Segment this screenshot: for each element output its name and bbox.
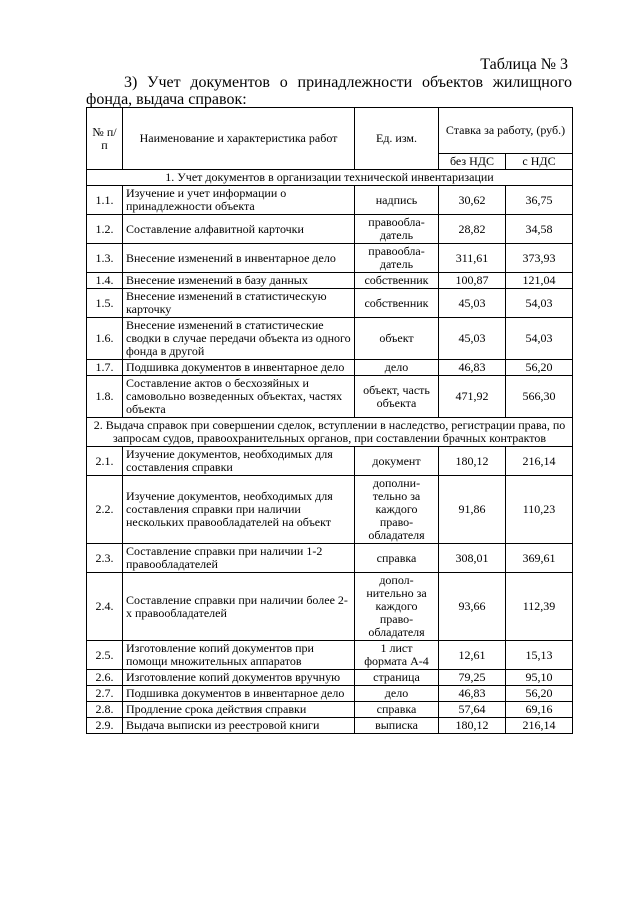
row-unit: правообла-датель xyxy=(355,215,439,244)
row-rate-without-vat: 180,12 xyxy=(439,718,506,734)
row-unit: документ xyxy=(355,447,439,476)
row-rate-with-vat: 110,23 xyxy=(506,476,573,544)
row-rate-with-vat: 34,58 xyxy=(506,215,573,244)
row-rate-with-vat: 95,10 xyxy=(506,670,573,686)
header-no: № п/п xyxy=(87,108,123,170)
table-number: Таблица № 3 xyxy=(480,56,568,73)
row-rate-with-vat: 54,03 xyxy=(506,318,573,360)
row-number: 2.6. xyxy=(87,670,123,686)
row-name: Внесение изменений в статистические сводки в случае передачи объекта из одного фонда в другой xyxy=(123,318,355,360)
row-number: 1.5. xyxy=(87,289,123,318)
row-name: Составление актов о бесхозяйных и самовольно возведенных объектах, частях объекта xyxy=(123,376,355,418)
row-rate-with-vat: 54,03 xyxy=(506,289,573,318)
row-rate-without-vat: 471,92 xyxy=(439,376,506,418)
table-row xyxy=(87,376,573,418)
row-unit: выписка xyxy=(355,718,439,734)
row-rate-with-vat: 15,13 xyxy=(506,641,573,670)
row-rate-with-vat: 36,75 xyxy=(506,186,573,215)
table-heading: 3) Учет документов о принадлежности объектов жилищного фонда, выдача справок: xyxy=(86,74,572,108)
row-name: Выдача выписки из реестровой книги xyxy=(123,718,355,734)
row-number: 2.4. xyxy=(87,573,123,641)
table-row xyxy=(87,476,573,544)
row-rate-with-vat: 566,30 xyxy=(506,376,573,418)
header-name: Наименование и характеристика работ xyxy=(123,108,355,170)
row-number: 1.4. xyxy=(87,273,123,289)
table-row xyxy=(87,186,573,215)
section-row xyxy=(87,418,573,447)
table-row xyxy=(87,273,573,289)
row-unit: собственник xyxy=(355,289,439,318)
row-name: Внесение изменений в инвентарное дело xyxy=(123,244,355,273)
row-number: 2.5. xyxy=(87,641,123,670)
row-rate-without-vat: 79,25 xyxy=(439,670,506,686)
section-title: 2. Выдача справок при совершении сделок, вступлении в наследство, регистрации права, по запросам судов, правоохранительных органов, при составлении брачных контрактов xyxy=(87,418,573,447)
row-rate-with-vat: 56,20 xyxy=(506,360,573,376)
row-unit: дополни-тельно за каждого право-обладателя xyxy=(355,476,439,544)
row-number: 1.7. xyxy=(87,360,123,376)
row-name: Внесение изменений в базу данных xyxy=(123,273,355,289)
table-row xyxy=(87,718,573,734)
header-without-vat: без НДС xyxy=(439,154,506,170)
table-row xyxy=(87,447,573,476)
row-number: 2.9. xyxy=(87,718,123,734)
row-rate-without-vat: 93,66 xyxy=(439,573,506,641)
row-rate-with-vat: 369,61 xyxy=(506,544,573,573)
row-rate-with-vat: 56,20 xyxy=(506,686,573,702)
header-rate: Ставка за работу, (руб.) xyxy=(439,108,573,154)
row-number: 2.8. xyxy=(87,702,123,718)
row-number: 2.1. xyxy=(87,447,123,476)
row-unit: справка xyxy=(355,544,439,573)
row-rate-without-vat: 46,83 xyxy=(439,360,506,376)
row-name: Составление справки при наличии более 2-х правообладателей xyxy=(123,573,355,641)
table-row xyxy=(87,573,573,641)
table-row xyxy=(87,702,573,718)
row-rate-without-vat: 30,62 xyxy=(439,186,506,215)
row-unit: дело xyxy=(355,360,439,376)
section-row xyxy=(87,170,573,186)
row-name: Изучение документов, необходимых для составления справки при наличии нескольких правообладателей на объект xyxy=(123,476,355,544)
table-row xyxy=(87,318,573,360)
row-unit: надпись xyxy=(355,186,439,215)
row-rate-without-vat: 180,12 xyxy=(439,447,506,476)
row-rate-with-vat: 112,39 xyxy=(506,573,573,641)
row-name: Изготовление копий документов при помощи множительных аппаратов xyxy=(123,641,355,670)
section-title: 1. Учет документов в организации технической инвентаризации xyxy=(87,170,573,186)
header-unit: Ед. изм. xyxy=(355,108,439,170)
table-row xyxy=(87,641,573,670)
row-unit: дело xyxy=(355,686,439,702)
row-unit: допол-нительно за каждого право-обладателя xyxy=(355,573,439,641)
table-row xyxy=(87,244,573,273)
row-unit: правообла-датель xyxy=(355,244,439,273)
row-rate-with-vat: 69,16 xyxy=(506,702,573,718)
row-unit: объект, часть объекта xyxy=(355,376,439,418)
table-row xyxy=(87,686,573,702)
row-rate-without-vat: 57,64 xyxy=(439,702,506,718)
row-name: Подшивка документов в инвентарное дело xyxy=(123,360,355,376)
row-rate-with-vat: 121,04 xyxy=(506,273,573,289)
row-name: Изготовление копий документов вручную xyxy=(123,670,355,686)
row-number: 2.7. xyxy=(87,686,123,702)
row-name: Составление справки при наличии 1-2 правообладателей xyxy=(123,544,355,573)
row-unit: справка xyxy=(355,702,439,718)
row-rate-without-vat: 91,86 xyxy=(439,476,506,544)
row-number: 2.3. xyxy=(87,544,123,573)
row-name: Составление алфавитной карточки xyxy=(123,215,355,244)
row-rate-with-vat: 216,14 xyxy=(506,718,573,734)
row-number: 1.3. xyxy=(87,244,123,273)
row-number: 1.8. xyxy=(87,376,123,418)
header-with-vat: с НДС xyxy=(506,154,573,170)
row-number: 1.1. xyxy=(87,186,123,215)
row-rate-without-vat: 45,03 xyxy=(439,318,506,360)
row-unit: объект xyxy=(355,318,439,360)
row-number: 2.2. xyxy=(87,476,123,544)
row-rate-without-vat: 28,82 xyxy=(439,215,506,244)
row-rate-with-vat: 373,93 xyxy=(506,244,573,273)
row-rate-without-vat: 46,83 xyxy=(439,686,506,702)
table-row xyxy=(87,215,573,244)
row-rate-without-vat: 100,87 xyxy=(439,273,506,289)
row-name: Продление срока действия справки xyxy=(123,702,355,718)
table-row xyxy=(87,289,573,318)
row-number: 1.6. xyxy=(87,318,123,360)
table-row xyxy=(87,670,573,686)
row-name: Внесение изменений в статистическую карточку xyxy=(123,289,355,318)
row-rate-without-vat: 12,61 xyxy=(439,641,506,670)
row-rate-without-vat: 311,61 xyxy=(439,244,506,273)
row-rate-with-vat: 216,14 xyxy=(506,447,573,476)
row-number: 1.2. xyxy=(87,215,123,244)
rates-table xyxy=(86,107,573,734)
row-unit: собственник xyxy=(355,273,439,289)
row-rate-without-vat: 308,01 xyxy=(439,544,506,573)
table-body xyxy=(87,170,573,734)
row-rate-without-vat: 45,03 xyxy=(439,289,506,318)
row-unit: страница xyxy=(355,670,439,686)
row-name: Подшивка документов в инвентарное дело xyxy=(123,686,355,702)
table-row xyxy=(87,544,573,573)
row-name: Изучение документов, необходимых для составления справки xyxy=(123,447,355,476)
table-row xyxy=(87,360,573,376)
row-unit: 1 лист формата А-4 xyxy=(355,641,439,670)
row-name: Изучение и учет информации о принадлежности объекта xyxy=(123,186,355,215)
